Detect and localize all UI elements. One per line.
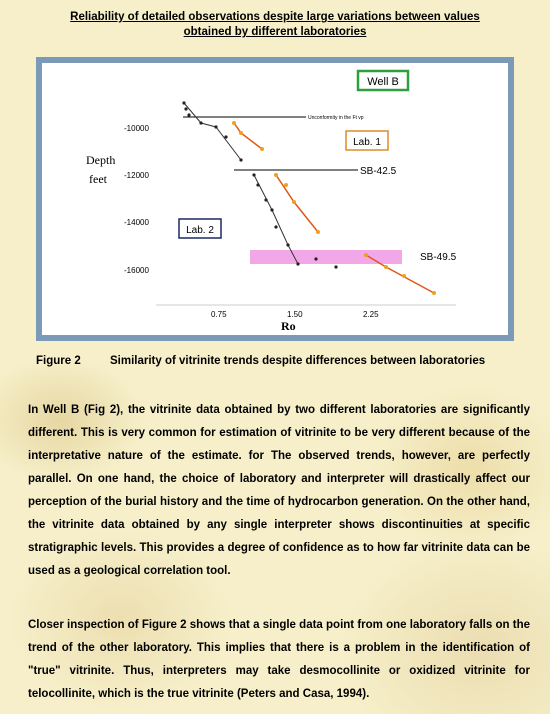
- sb-42-5-label: SB-42.5: [360, 166, 397, 177]
- lab2-point: [264, 198, 267, 201]
- lab2-point: [286, 243, 289, 246]
- lab2-point: [274, 225, 277, 228]
- y-tick-10000: -10000: [124, 124, 149, 133]
- lab1-point: [402, 274, 406, 278]
- y-tick-12000: -12000: [124, 171, 149, 180]
- x-tick-150: 1.50: [287, 310, 303, 319]
- plot-background: [42, 63, 508, 335]
- lab1-point: [432, 291, 436, 295]
- caption-text: Similarity of vitrinite trends despite differences between laboratories: [110, 355, 486, 367]
- lab1-point: [384, 265, 388, 269]
- lab1-point: [274, 173, 278, 177]
- paragraph-1: In Well B (Fig 2), the vitrinite data obtained by two different laboratories are significantly different. This is very common for estimation of vitrinite to be very different because of the interpretative nature of the estimate. for The observed trends, however, are perfectly parallel. On one hand, the choice of laboratory and interpreter will drastically affect our perception of the burial history and the time of hydrocarbon generation. On the other hand, the vitrinite data obtained by any single interpreter shows discontinuities at specific stratigraphic levels. This provides a degree of confidence as to how far vitrinite data can be used as a geological correlation tool.: [28, 404, 530, 577]
- lab2-point: [182, 101, 185, 104]
- lab2-point: [199, 121, 202, 124]
- lab1-point: [232, 121, 236, 125]
- lab2-point: [239, 158, 242, 161]
- x-tick-225: 2.25: [363, 310, 379, 319]
- y-tick-16000: -16000: [124, 266, 149, 275]
- well-label: Well B: [367, 76, 399, 88]
- lab2-point: [256, 183, 259, 186]
- unconformity-label: Unconformity in the Ft vp: [308, 115, 364, 121]
- lab1-point: [284, 183, 288, 187]
- lab1-point: [260, 147, 264, 151]
- lab1-label: Lab. 1: [353, 137, 381, 148]
- lab2-point: [334, 265, 337, 268]
- x-axis-label: Ro: [281, 319, 296, 333]
- title-line-1: Reliability of detailed observations despite large variations between values: [70, 11, 480, 23]
- lab1-point: [292, 200, 296, 204]
- lab2-point: [187, 113, 190, 116]
- lab2-point: [270, 208, 273, 211]
- document-title: [0, 10, 550, 40]
- lab2-point: [252, 173, 255, 176]
- lab2-point: [314, 257, 317, 260]
- y-tick-14000: -14000: [124, 218, 149, 227]
- lab1-point: [316, 230, 320, 234]
- figure-2: [36, 57, 514, 341]
- caption-number: Figure 2: [36, 355, 81, 367]
- lab2-point: [296, 262, 299, 265]
- lab1-point: [239, 131, 243, 135]
- lab2-point: [214, 125, 217, 128]
- vitrinite-plot: [36, 57, 514, 341]
- lab2-point: [224, 135, 227, 138]
- lab2-label: Lab. 2: [186, 225, 214, 236]
- y-axis-label-depth: Depth: [86, 153, 116, 167]
- x-tick-075: 0.75: [211, 310, 227, 319]
- lab2-point: [184, 107, 187, 110]
- title-line-2: obtained by different laboratories: [183, 26, 367, 38]
- y-axis-label-feet: feet: [89, 172, 107, 186]
- lab1-point: [364, 253, 368, 257]
- sb-49-5-band: [250, 250, 402, 264]
- sb-49-5-label: SB-49.5: [420, 252, 457, 263]
- paragraph-2: Closer inspection of Figure 2 shows that a single data point from one laboratory falls on the trend of the other laboratory. This implies that there is a problem in the identification of "true" vitrinite. Thus, interpreters may take desmocollinite or oxidized vitrinite for telocollinite, which is the true vitrinite (Peters and Casa, 1994).: [28, 619, 530, 700]
